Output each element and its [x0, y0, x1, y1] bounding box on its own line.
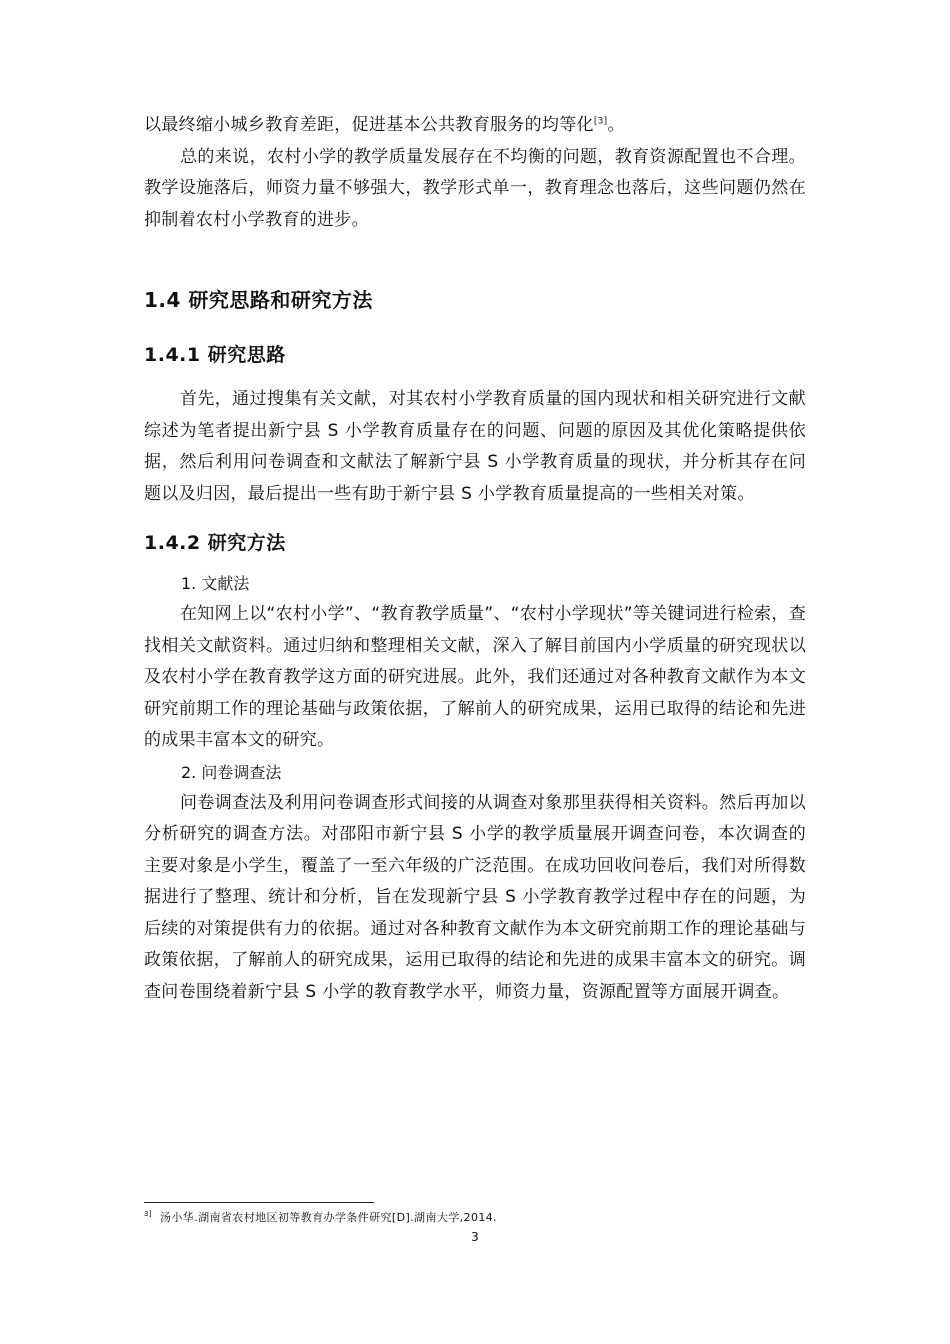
footnote [144, 1210, 497, 1226]
intro-text: 以最终缩小城乡教育差距，促进基本公共教育服务的均等化 [144, 115, 594, 135]
footnote-text: 汤小华.湖南省农村地区初等教育办学条件研究[D].湖南大学,2014. [160, 1211, 498, 1224]
intro-paragraph [144, 110, 806, 142]
citation-3[interactable]: [3] [593, 116, 608, 127]
method-2-label: 2. 问卷调查法 [181, 762, 282, 782]
footnote-mark: 3] [144, 1210, 152, 1219]
section-1-4-2-heading: 1.4.2 研究方法 [144, 532, 286, 554]
summary-paragraph: 总的来说，农村小学的教学质量发展存在不均衡的问题，教育资源配置也不合理。教学设施落后，师资力量不够强大，教学形式单一，教育理念也落后，这些问题仍然在抑制着农村小学教育的进步。 [144, 146, 806, 230]
intro-end: 。 [607, 115, 625, 135]
section-1-4-heading: 1.4 研究思路和研究方法 [144, 288, 373, 312]
research-idea-paragraph: 首先，通过搜集有关文献，对其农村小学教育质量的国内现状和相关研究进行文献综述为笔者提出新宁县 S 小学教育质量存在的问题、问题的原因及其优化策略提供依据，然后利用问卷调查和文献法了解新宁县 S 小学教育质量的现状，并分析其存在问题以及归因，最后提出一些有助于新宁县 S 小学教育质量提高的一些相关对策。 [144, 389, 806, 504]
page-body [144, 110, 806, 1008]
method-1-label: 1. 文献法 [181, 574, 250, 593]
method-2-paragraph: 问卷调查法及利用问卷调查形式间接的从调查对象那里获得相关资料。然后再加以分析研究的调查方法。对邵阳市新宁县 S 小学的教学质量展开调查问卷，本次调查的主要对象是小学生，覆盖了一至六年级的广泛范围。在成功回收问卷后，我们对所得数据进行了整理、统计和分析，旨在发现新宁县 S 小学教育教学过程中存在的问题，为后续的对策提供有力的依据。通过对各种教育文献作为本文研究前期工作的理论基础与政策依据，了解前人的研究成果，运用已取得的结论和先进的成果丰富本文的研究。调查问卷围绕着新宁县 S 小学的教育教学水平，师资力量，资源配置等方面展开调查。 [144, 792, 806, 1002]
section-1-4-1-heading: 1.4.1 研究思路 [144, 344, 286, 366]
page-number: 3 [471, 1230, 479, 1244]
footnote-divider [144, 1202, 374, 1203]
method-1-paragraph: 在知网上以“农村小学”、“教育教学质量”、“农村小学现状”等关键词进行检索，查找相关文献资料。通过归纳和整理相关文献，深入了解目前国内小学质量的研究现状以及农村小学在教育教学这方面的研究进展。此外，我们还通过对各种教育文献作为本文研究前期工作的理论基础与政策依据，了解前人的研究成果，运用已取得的结论和先进的成果丰富本文的研究。 [144, 604, 806, 750]
